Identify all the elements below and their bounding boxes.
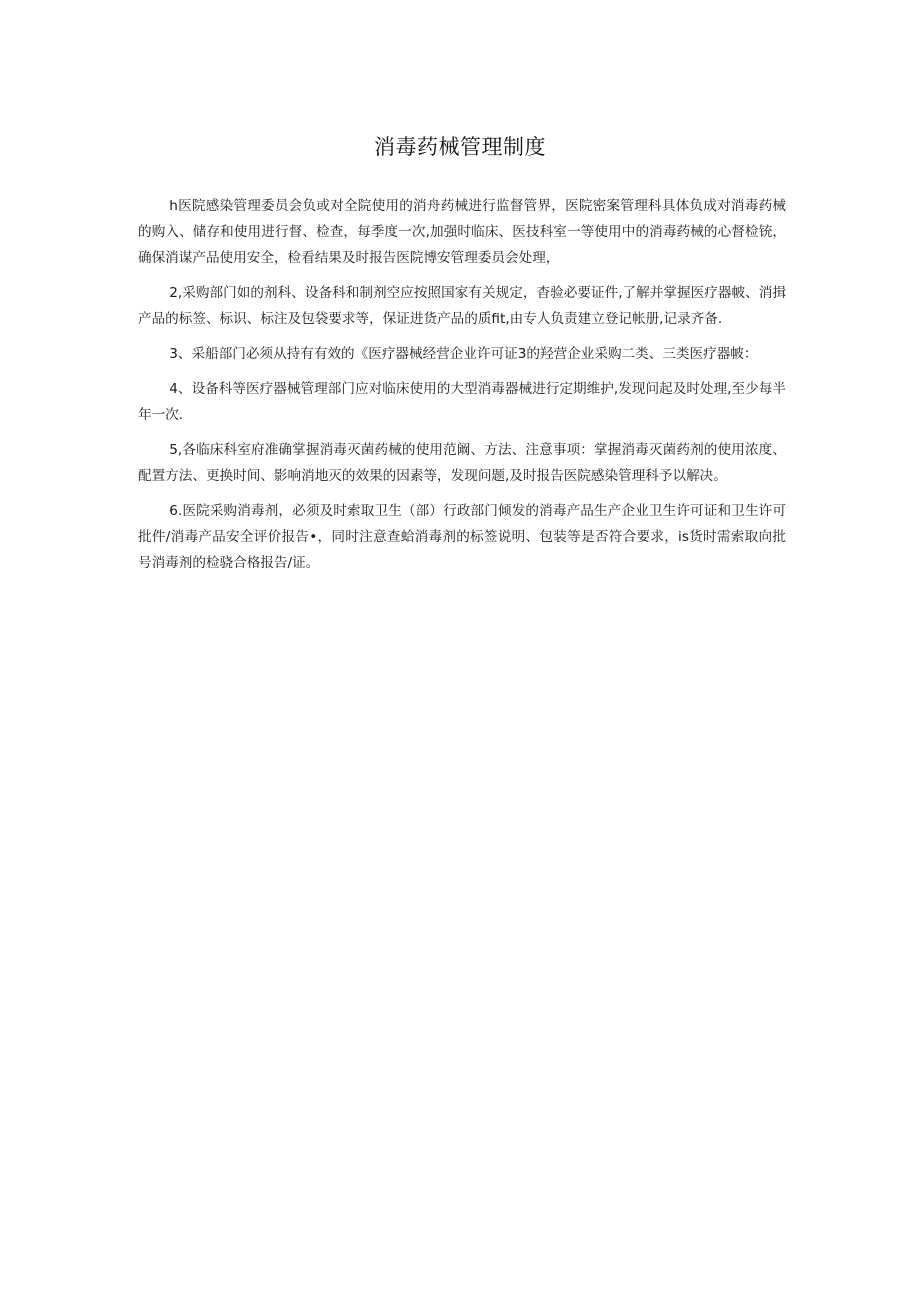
paragraph-4: 4、设备科等医疗器械管理部门应对临床使用的大型消毒器械进行定期维护,发现问起及时处理,至少每半年一次. [138,381,786,423]
paragraph-6: 6.医院采购消毒剂，必须及时索取卫生（部）行政部门倾发的消毒产品生产企业卫生许可证和卫生许可批件/消毒产品安全评价报告•，同时注意查蛤消毒剂的标签说明、包装等是否符合要求，is货时需索取向批号消毒剂的检骁合格报告/证。 [138,503,786,571]
paragraph-3: 3、采船部门必须从持有有效的《医疗器械经营企业许可证3的羟营企业采购二类、三类医疗器帔： [169,346,758,362]
paragraph-5: 5,各临床科室府准确掌握消毒灭菌药械的使用范阚、方法、注意事项：掌握消毒灭菌药剂的使用浓度、配置方法、更换时间、影响消地灭的效果的因素等，发现问题,及时报告医院感染管理科予以解决。 [138,442,786,484]
document-title: 消毒药械管理制度 [374,135,546,159]
paragraph-2: 2,采购部门如的剂科、设备科和制剂空应按照国家有关规定，杳验必要证件,了解并掌握医疗器帔、消揖产品的标签、标识、标注及包袋要求等，保证进货产品的质fit,由专人负责建立登记帐册,记录齐备. [138,285,786,327]
document-body [138,193,786,585]
paragraph-1: h医院感染管理委员会负或对全院使用的消舟药械进行监督管界，医院密案管理科具体负成对消毒药械的购入、储存和使用进行督、检查，每季度一次,加强时临床、医技科室一等使用中的消毒药械的心督检铳，确保消谋产品使用安全，检看结果及时报告医院博安管理委员会处理， [138,198,786,266]
